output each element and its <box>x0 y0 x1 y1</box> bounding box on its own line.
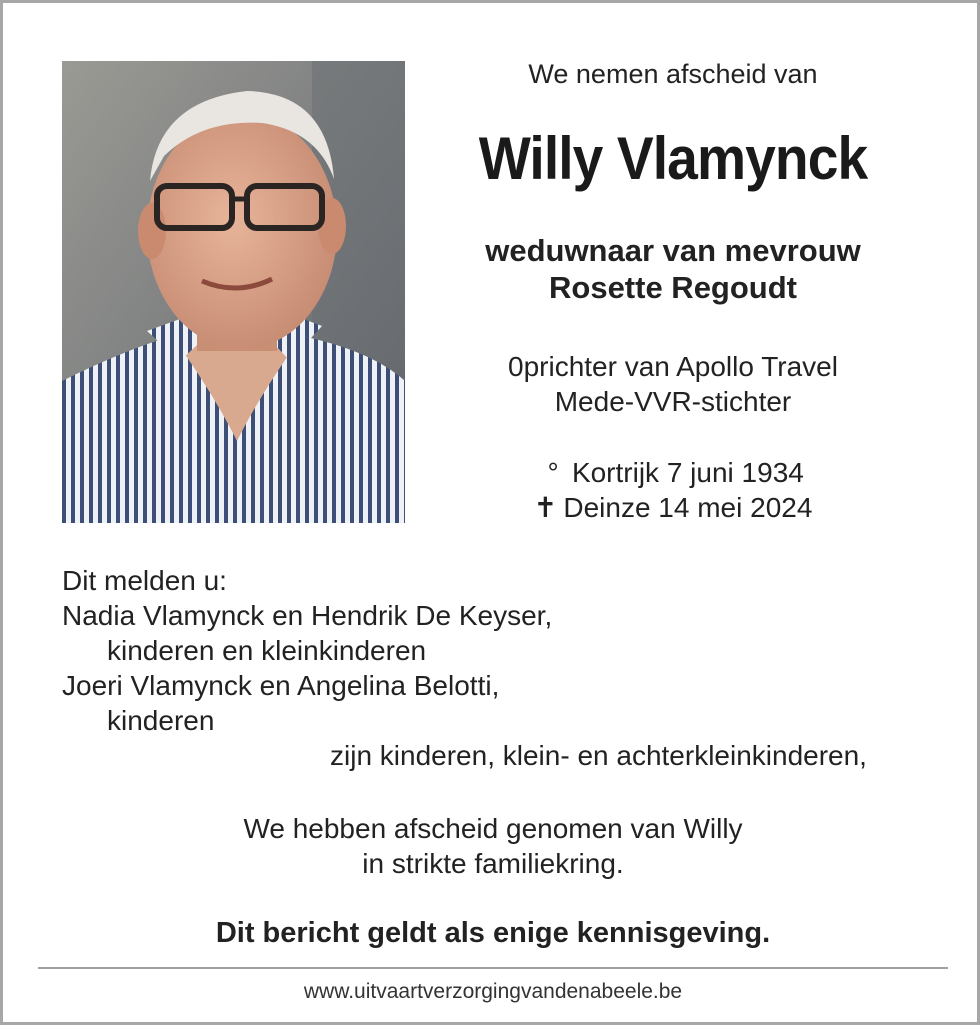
family-block <box>62 563 942 773</box>
farewell-line: in strikte familiekring. <box>362 848 624 879</box>
family-line: Joeri Vlamynck en Angelina Belotti, <box>62 670 500 701</box>
family-line: zijn kinderen, klein- en achterkleinkinderen, <box>330 740 867 771</box>
family-heading: Dit melden u: <box>62 565 227 596</box>
intro-text: We nemen afscheid van <box>528 59 818 89</box>
roles-block <box>423 349 923 419</box>
birth-text: Kortrijk 7 juni 1934 <box>571 457 804 488</box>
birth-icon: ° <box>547 457 559 488</box>
family-line: kinderen en kleinkinderen <box>107 635 427 666</box>
cross-icon: ✝ <box>533 492 558 523</box>
website-link[interactable]: www.uitvaartverzorgingvandenabeele.be <box>303 980 683 1003</box>
deceased-name: Willy Vlamynck <box>478 125 868 192</box>
family-line: kinderen <box>107 705 215 736</box>
death-line <box>423 490 923 525</box>
role-cofounder: Mede-VVR-stichter <box>554 386 792 417</box>
closing-notice: Dit bericht geldt als enige kennisgeving. <box>215 917 771 949</box>
portrait-photo <box>62 61 405 523</box>
birth-line <box>423 455 923 490</box>
role-founder: 0prichter van Apollo Travel <box>508 351 838 382</box>
spouse-name: Rosette Regoudt <box>549 270 797 305</box>
death-text: Deinze 14 mei 2024 <box>563 492 813 523</box>
dates-block <box>423 455 923 525</box>
widower-line: weduwnaar van mevrouw <box>485 233 861 268</box>
farewell-line: We hebben afscheid genomen van Willy <box>243 813 743 844</box>
divider <box>38 967 948 969</box>
family-line: Nadia Vlamynck en Hendrik De Keyser, <box>62 600 553 631</box>
widower-block <box>423 232 923 306</box>
farewell-block <box>3 811 980 881</box>
